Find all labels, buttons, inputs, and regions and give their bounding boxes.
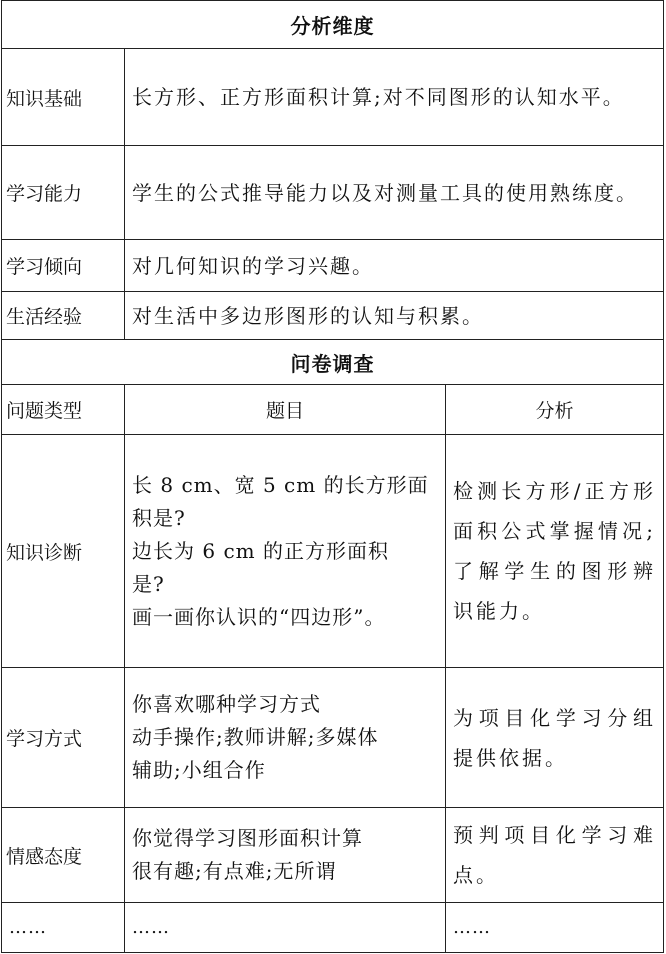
questionnaire-row bbox=[2, 435, 664, 668]
question-type-label: 知识诊断 bbox=[2, 435, 125, 668]
column-header-question: 题目 bbox=[125, 385, 446, 435]
dimension-row bbox=[2, 146, 664, 240]
question-type-label: 学习方式 bbox=[2, 668, 125, 808]
questionnaire-row bbox=[2, 903, 664, 953]
column-header-analysis: 分析 bbox=[446, 385, 664, 435]
question-analysis: 检测长方形/正方形面积公式掌握情况;了解学生的图形辨识能力。 bbox=[446, 435, 664, 668]
section-title-questionnaire: 问卷调查 bbox=[2, 340, 664, 385]
dimension-content: 对几何知识的学习兴趣。 bbox=[125, 240, 664, 292]
question-analysis: 预判项目化学习难点。 bbox=[446, 808, 664, 903]
question-type-label: …… bbox=[2, 903, 125, 953]
dimension-content: 学生的公式推导能力以及对测量工具的使用熟练度。 bbox=[125, 146, 664, 240]
questionnaire-row bbox=[2, 668, 664, 808]
dimension-row bbox=[2, 292, 664, 340]
question-cell bbox=[125, 435, 446, 668]
question-type-label: 情感态度 bbox=[2, 808, 125, 903]
question-line: 长 8 cm、宽 5 cm 的长方形面 bbox=[132, 472, 429, 497]
question-line: 很有趣;有点难;无所谓 bbox=[132, 859, 337, 883]
dimension-content: 长方形、正方形面积计算;对不同图形的认知水平。 bbox=[125, 49, 664, 146]
question-cell bbox=[125, 668, 446, 808]
dimension-label: 学习能力 bbox=[2, 146, 125, 240]
questionnaire-row bbox=[2, 808, 664, 903]
section-title-row bbox=[2, 340, 664, 385]
question-line: 辅助;小组合作 bbox=[132, 758, 266, 782]
section-title-analysis-dimension: 分析维度 bbox=[2, 1, 664, 49]
dimension-label: 知识基础 bbox=[2, 49, 125, 146]
question-line: 画一画你认识的“四边形”。 bbox=[132, 604, 386, 629]
analysis-table bbox=[1, 0, 664, 953]
question-line: 积是? bbox=[132, 505, 186, 530]
dimension-label: 生活经验 bbox=[2, 292, 125, 340]
dimension-row bbox=[2, 49, 664, 146]
dimension-content: 对生活中多边形图形的认知与积累。 bbox=[125, 292, 664, 340]
question-cell bbox=[125, 808, 446, 903]
question-line: 动手操作;教师讲解;多媒体 bbox=[132, 725, 379, 749]
question-line: 是? bbox=[132, 571, 165, 596]
question-analysis: …… bbox=[446, 903, 664, 953]
dimension-row bbox=[2, 240, 664, 292]
question-line: 你觉得学习图形面积计算 bbox=[132, 826, 363, 850]
question-line: 你喜欢哪种学习方式 bbox=[132, 692, 321, 716]
dimension-label: 学习倾向 bbox=[2, 240, 125, 292]
column-header-row bbox=[2, 385, 664, 435]
column-header-type: 问题类型 bbox=[2, 385, 125, 435]
section-title-row bbox=[2, 1, 664, 49]
question-line: 边长为 6 cm 的正方形面积 bbox=[132, 538, 389, 563]
question-analysis: 为项目化学习分组提供依据。 bbox=[446, 668, 664, 808]
question-cell: …… bbox=[125, 903, 446, 953]
